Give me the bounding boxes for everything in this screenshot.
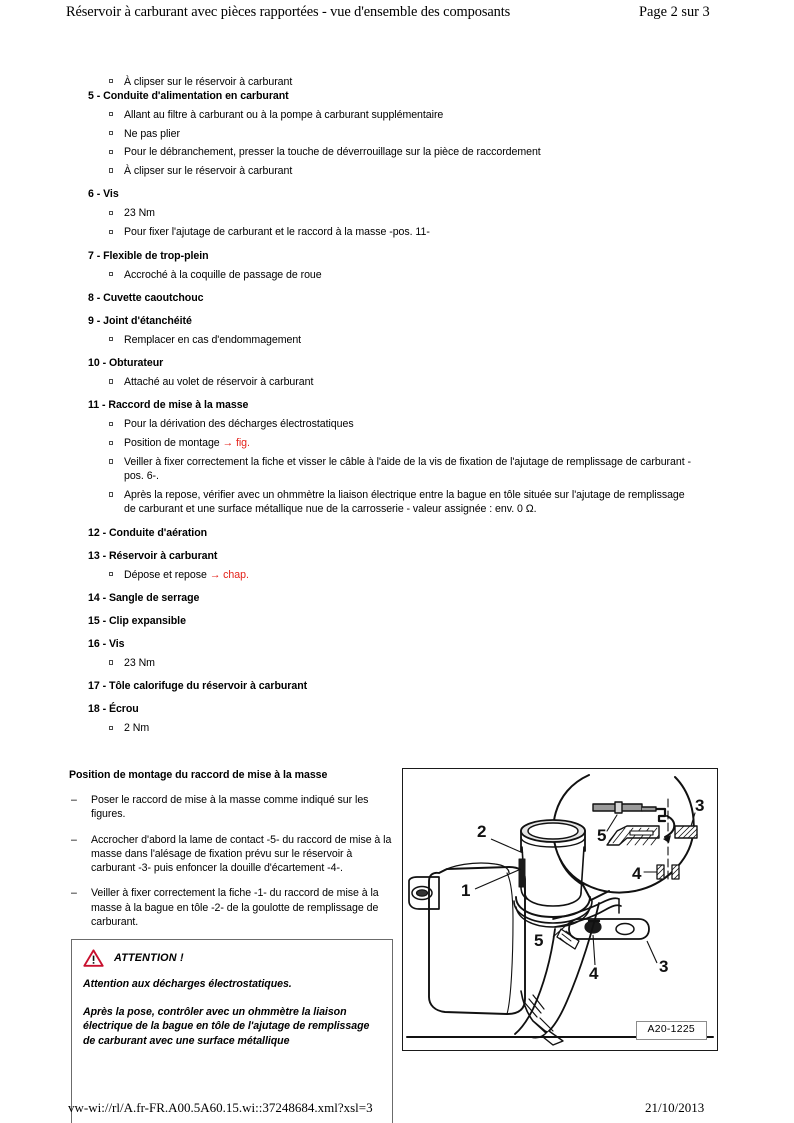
page-footer — [0, 1100, 794, 1123]
list-item[interactable] — [0, 436, 794, 450]
component-heading: 13 - Réservoir à carburant — [88, 549, 218, 562]
right-arrow-icon: → — [209, 568, 221, 581]
component-heading: 15 - Clip expansible — [88, 615, 186, 628]
warning-triangle-icon — [83, 949, 104, 967]
bullet-text: À clipser sur le réservoir à carburant — [124, 165, 293, 178]
document-date: 21/10/2013 — [645, 1100, 705, 1115]
component-entry — [0, 398, 794, 516]
bullet-text: Ne pas plier — [124, 127, 180, 140]
page-header — [0, 0, 794, 30]
list-item — [0, 75, 794, 89]
bullet-text: 2 Nm — [124, 722, 150, 735]
list-item — [0, 127, 794, 141]
bullet-text: Allant au filtre à carburant ou à la pompe à carburant supplémentaire — [124, 108, 444, 121]
bullet-text: Position de montage — [124, 437, 223, 450]
component-entry — [0, 314, 794, 347]
callout-2: 2 — [477, 822, 487, 841]
attention-header — [83, 948, 382, 968]
procedure-step — [0, 886, 400, 929]
components-list — [0, 70, 794, 736]
bullet-text: Veiller à fixer correctement la fiche et visser le câble à l'aide de la vis de fixation de l'ajutage de remplissage de carburant -pos. 6-. — [124, 456, 691, 483]
component-heading: 7 - Flexible de trop-plein — [88, 249, 209, 262]
component-heading: 18 - Écrou — [88, 703, 139, 716]
list-item — [0, 145, 794, 159]
component-entry — [0, 356, 794, 389]
component-entry — [0, 702, 794, 735]
component-heading: 17 - Tôle calorifuge du réservoir à carburant — [88, 680, 308, 693]
callout-3-lower: 3 — [659, 957, 669, 976]
square-bullet-icon — [109, 459, 113, 463]
list-item — [0, 206, 794, 220]
procedure-step — [0, 793, 400, 822]
procedure-step-text: Accrocher d'abord la lame de contact -5- du raccord de mise à la masse dans l'alésage de fixation prévu sur le réservoir à carburant -3- puis enfoncer la douille d'écartement -4-. — [91, 833, 392, 875]
square-bullet-icon — [109, 492, 113, 496]
bullet-text: Pour le débranchement, presser la touche de déverrouillage sur la pièce de raccordement — [124, 146, 541, 159]
bullet-text: À clipser sur le réservoir à carburant — [124, 75, 293, 88]
square-bullet-icon — [109, 441, 113, 445]
component-entry — [0, 637, 794, 670]
component-heading: 12 - Conduite d'aération — [88, 526, 208, 539]
component-entry — [0, 591, 794, 605]
section-title: Position de montage du raccord de mise à la masse — [69, 769, 328, 781]
document-path: vw-wi://rl/A.fr-FR.A00.5A60.15.wi::37248684.xml?xsl=3 — [68, 1100, 373, 1115]
attention-paragraph: Après la pose, contrôler avec un ohmmètre la liaison électrique de la bague en tôle de l'ajutage de remplissage de carburant avec une surface métallique — [83, 1005, 370, 1047]
list-item — [0, 164, 794, 178]
callout-4-lower: 4 — [589, 964, 599, 983]
list-item — [0, 225, 794, 239]
fuel-filler-neck-drawing — [403, 769, 717, 1050]
square-bullet-icon — [109, 379, 113, 383]
callout-1: 1 — [461, 881, 471, 900]
bullet-text: Accroché à la coquille de passage de roue — [124, 268, 322, 281]
bullet-text: Attaché au volet de réservoir à carburant — [124, 376, 314, 389]
list-item[interactable] — [0, 568, 794, 582]
bullet-text: Pour fixer l'ajutage de carburant et le raccord à la masse -pos. 11- — [124, 226, 430, 239]
mounting-position-section — [0, 768, 400, 929]
list-item — [0, 375, 794, 389]
component-entry — [0, 187, 794, 239]
component-entry — [0, 291, 794, 305]
bullet-text: Dépose et repose — [124, 568, 210, 581]
square-bullet-icon — [109, 572, 113, 576]
attention-line-1: Attention aux décharges électrostatiques. — [83, 978, 292, 990]
component-illustration — [402, 768, 718, 1051]
dash-bullet-icon: – — [71, 887, 77, 900]
right-arrow-icon: → — [222, 437, 234, 450]
list-item — [0, 268, 794, 282]
component-heading: 14 - Sangle de serrage — [88, 592, 200, 605]
square-bullet-icon — [109, 230, 113, 234]
bullet-text: 23 Nm — [124, 657, 155, 670]
procedure-step — [0, 833, 400, 876]
component-heading: 8 - Cuvette caoutchouc — [88, 291, 204, 304]
component-entry — [0, 679, 794, 693]
component-heading: 11 - Raccord de mise à la masse — [88, 399, 249, 412]
component-entry — [0, 249, 794, 282]
page-number-label: Page 2 sur 3 — [639, 4, 710, 20]
callout-4-inset: 4 — [632, 864, 642, 883]
procedure-step-text: Veiller à fixer correctement la fiche -1- du raccord de mise à la masse à la bague en tôle -2- de la goulotte de remplissage de carburant. — [91, 887, 379, 929]
list-item — [0, 656, 794, 670]
dash-bullet-icon: – — [71, 833, 77, 846]
cross-reference-link[interactable]: fig. — [233, 437, 250, 450]
square-bullet-icon — [109, 211, 113, 215]
square-bullet-icon — [109, 272, 113, 276]
bullet-text: Remplacer en cas d'endommagement — [124, 333, 302, 346]
attention-label: ATTENTION ! — [114, 952, 184, 964]
attention-warning-box — [71, 939, 393, 1123]
callout-3-inset: 3 — [695, 796, 705, 815]
component-entry — [0, 89, 794, 179]
component-heading: 5 - Conduite d'alimentation en carburant — [88, 89, 289, 102]
square-bullet-icon — [109, 726, 113, 730]
square-bullet-icon — [109, 660, 113, 664]
list-item — [0, 417, 794, 431]
component-heading: 9 - Joint d'étanchéité — [88, 314, 192, 327]
bullet-text: Après la repose, vérifier avec un ohmmètre la liaison électrique entre la bague en tôle située sur l'ajutage de remplissage de carburant et une surface métallique nue de la carrosserie - valeur assignée : env. 0 Ω. — [124, 489, 685, 516]
component-heading: 10 - Obturateur — [88, 357, 164, 370]
square-bullet-icon — [109, 131, 113, 135]
component-heading: 16 - Vis — [88, 638, 125, 651]
cross-reference-link[interactable]: chap. — [220, 568, 249, 581]
callout-5-lower: 5 — [534, 931, 544, 950]
component-entry — [0, 614, 794, 628]
square-bullet-icon — [109, 168, 113, 172]
component-entry — [0, 526, 794, 540]
component-entry — [0, 549, 794, 582]
square-bullet-icon — [109, 337, 113, 341]
page-title: Réservoir à carburant avec pièces rapportées - vue d'ensemble des composants — [66, 4, 511, 20]
list-item — [0, 108, 794, 122]
bullet-text: 23 Nm — [124, 207, 155, 220]
component-heading: 6 - Vis — [88, 188, 119, 201]
list-item — [0, 721, 794, 735]
square-bullet-icon — [109, 422, 113, 426]
procedure-step-text: Poser le raccord de mise à la masse comme indiqué sur les figures. — [91, 794, 369, 821]
callout-5-inset: 5 — [597, 826, 607, 845]
dash-bullet-icon: – — [71, 794, 77, 806]
square-bullet-icon — [109, 112, 113, 116]
list-item — [0, 488, 794, 517]
square-bullet-icon — [109, 79, 113, 83]
figure-id-label: A20-1225 — [636, 1021, 707, 1040]
list-item — [0, 333, 794, 347]
list-item — [0, 455, 794, 484]
bullet-text: Pour la dérivation des décharges électrostatiques — [124, 418, 354, 431]
square-bullet-icon — [109, 150, 113, 154]
